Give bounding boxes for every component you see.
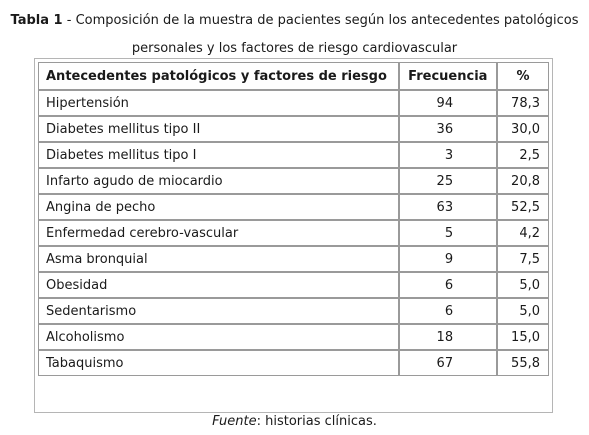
header-antecedentes: Antecedentes patológicos y factores de riesgo [38, 62, 399, 90]
row-frequency: 67 [399, 350, 498, 376]
table-source-note [0, 414, 589, 429]
row-percent: 52,5 [497, 194, 549, 220]
data-table [38, 62, 549, 376]
row-percent: 20,8 [497, 168, 549, 194]
row-label: Infarto agudo de miocardio [38, 168, 399, 194]
row-label: Sedentarismo [38, 298, 399, 324]
table-row [38, 116, 549, 142]
row-percent: 15,0 [497, 324, 549, 350]
table-row [38, 350, 549, 376]
row-frequency: 63 [399, 194, 498, 220]
source-text: : historias clínicas. [256, 414, 377, 429]
row-label: Obesidad [38, 272, 399, 298]
row-percent: 2,5 [497, 142, 549, 168]
row-percent: 7,5 [497, 246, 549, 272]
table-row [38, 272, 549, 298]
source-label: Fuente [212, 414, 257, 429]
table-row [38, 142, 549, 168]
row-label: Diabetes mellitus tipo I [38, 142, 399, 168]
header-frecuencia: Frecuencia [399, 62, 498, 90]
row-label: Diabetes mellitus tipo II [38, 116, 399, 142]
row-percent: 30,0 [497, 116, 549, 142]
table-row [38, 246, 549, 272]
row-frequency: 6 [399, 272, 498, 298]
row-percent: 78,3 [497, 90, 549, 116]
row-frequency: 94 [399, 90, 498, 116]
row-label: Tabaquismo [38, 350, 399, 376]
table-header-row [38, 62, 549, 90]
row-frequency: 25 [399, 168, 498, 194]
table-caption-separator: - [62, 13, 76, 28]
table-caption [0, 7, 589, 63]
table-row [38, 168, 549, 194]
table-row [38, 220, 549, 246]
row-label: Angina de pecho [38, 194, 399, 220]
row-percent: 55,8 [497, 350, 549, 376]
row-frequency: 6 [399, 298, 498, 324]
header-porcentaje: % [497, 62, 549, 90]
table-caption-text: Composición de la muestra de pacientes según los antecedentes patológicos personales y los factores de riesgo cardiovascular [75, 13, 579, 56]
table-caption-label: Tabla 1 [10, 13, 63, 28]
row-percent: 5,0 [497, 272, 549, 298]
row-frequency: 3 [399, 142, 498, 168]
row-label: Enfermedad cerebro-vascular [38, 220, 399, 246]
row-frequency: 36 [399, 116, 498, 142]
row-frequency: 18 [399, 324, 498, 350]
row-percent: 5,0 [497, 298, 549, 324]
row-label: Hipertensión [38, 90, 399, 116]
table-row [38, 194, 549, 220]
table-row [38, 324, 549, 350]
table-row [38, 90, 549, 116]
row-percent: 4,2 [497, 220, 549, 246]
row-label: Alcoholismo [38, 324, 399, 350]
table-row [38, 298, 549, 324]
row-label: Asma bronquial [38, 246, 399, 272]
row-frequency: 9 [399, 246, 498, 272]
row-frequency: 5 [399, 220, 498, 246]
